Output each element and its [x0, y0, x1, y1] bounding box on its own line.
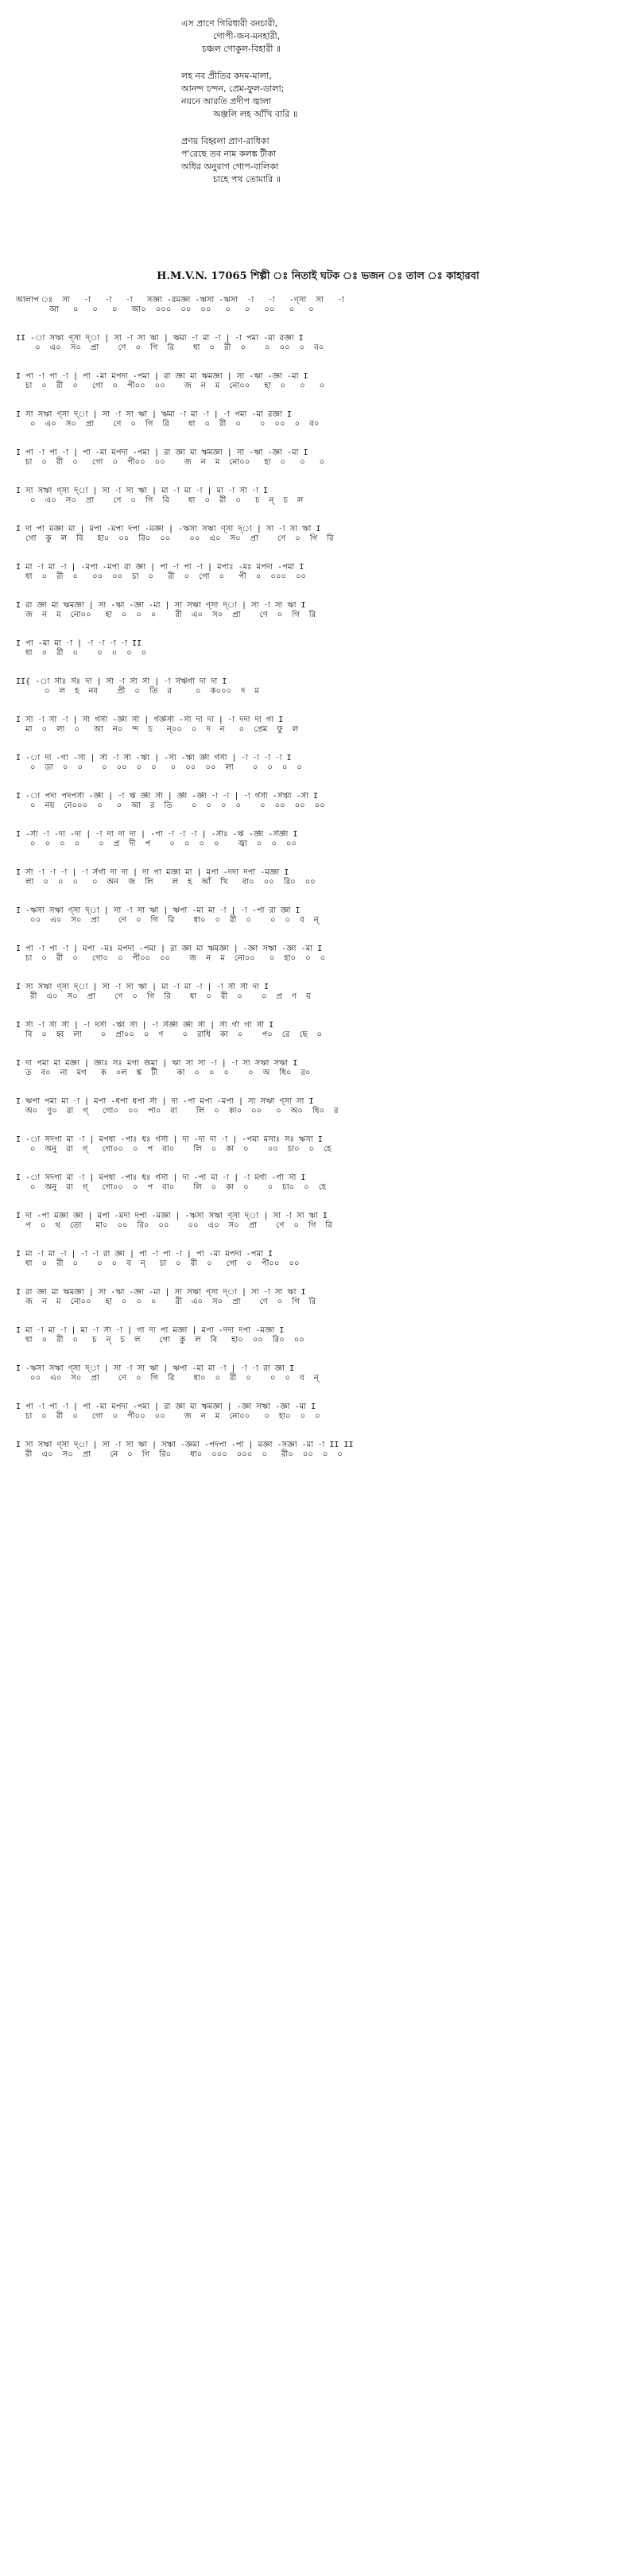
- lyric-line: চাহে পথ তোমারি ॥: [213, 174, 281, 184]
- notation-row: [16, 525, 620, 544]
- syllable-line: ০ এ০ স০ প্রা ণে ০ গি রি ধা ০ রী ০ চ ন্ চ ল: [16, 496, 304, 505]
- swara-line: I -া সদগা মা -া | মপধা -পাঃ ধঃ র্গর্সা | দা -দা দা -া | -পমা মসাঃ সঃ ঋসা I: [16, 1135, 323, 1144]
- swara-line: I র্সা -া র্সা -া | র্সা র্গর্সা -র্জ্ঞা র্সা | র্গর্জ্ঞর্সা -র্সা দা দা | -া দদা দা গা I: [16, 716, 284, 724]
- swara-line: I দা পমা মা মজ্ঞা | জ্ঞাঃ সঃ মগা জমা | ঋা সা সা -া | -া সা সঋা সঋা I: [16, 1059, 298, 1068]
- swara-line: I মা -া মা -া | -া -া রা জ্ঞা | পা -া পা -া | পা -মা মপদা -পমা I: [16, 1250, 273, 1259]
- syllable-line: জ ন ম নো০০ হা ০ ০ ০ রী এ০ স০ প্রা ণে ০ গি রি: [16, 1298, 316, 1306]
- syllable-line: অ০ ণু০ রা গ্ গো০ ০০ পা০ বা লি ০ কা০ ০০ ০ অ০ ধি০ র: [16, 1107, 339, 1115]
- song-lyrics: [181, 17, 531, 186]
- lyrics-stanza-2: [181, 70, 531, 121]
- swara-line: I -া সদগা মা -া | মপধা -পাঃ ধঃ র্গর্সা | দা -পা মা -া | -া মর্গা -র্গা র্সা I: [16, 1174, 306, 1182]
- notation-row: [16, 563, 620, 582]
- notation-row: [16, 868, 620, 887]
- syllable-line: ধা ০ রী ০ ০০ ০০ চা ০ রী ০ গো ০ পী ০ ০০০ ০০: [16, 572, 306, 581]
- notation-row: [16, 1288, 620, 1307]
- swara-line: I র্সা -া -া -া | -া র্সর্গা দা দা | দা পা মজ্ঞা মা | মপা -দদা দপা -মজ্ঞা I: [16, 868, 289, 877]
- lyrics-stanza-3: [181, 135, 531, 186]
- notation-row: [16, 410, 620, 429]
- syllable-line: ০ অনু রা গ্ গো০০ ০ প বা০ লি ০ কা ০ ০ চা০ ০ হে: [16, 1183, 327, 1192]
- syllable-line: ০ ল হ নব প্রী ০ তি র ০ ক০০০ দ ম: [16, 687, 259, 696]
- syllable-line: ০ এ০ স০ প্রা ণে ০ গি রি ধা ০ রী ০ ০ ০০ ০ ব০: [16, 343, 324, 352]
- notation-row: [16, 487, 620, 506]
- swara-line: II{ -া র্সাঃ র্সঃ দা | র্সা -া র্সা র্সা | -া র্সর্ঋর্গা দা দা I: [16, 677, 227, 686]
- notation-row: [16, 1174, 620, 1193]
- swara-line: I -া দা -গা -র্সা | র্সা -া র্সা -র্ঋা | -র্সা -র্ঋা র্জ্ঞা র্গর্সা | -া -া -া -া I: [16, 754, 292, 762]
- syllable-line: ০ এ০ স০ প্রা ণে ০ গি রি ধা ০ রী ০ ০ ০০ ০ ব০: [16, 420, 320, 429]
- notation-row: [16, 1212, 620, 1231]
- notation-row: [16, 1326, 620, 1345]
- syllable-line: ০০ এ০ স০ প্রা ণে ০ গি রি ধা০ ০ রী ০ ০ ০ ব ন্: [16, 1374, 319, 1383]
- syllable-line: ধা ০ রী ০ ০ ০ ব ন্ চা ০ রী ০ গো ০ পী০০ ০০: [16, 1259, 300, 1268]
- syllable-line: রী এ০ স০ প্রা নে ০ গি রি০ ধা০ ০০০ ০০০ ০ রী০ ০০ ০ ০: [16, 1450, 343, 1459]
- lyric-line: অধির অনুরাগ গোপ-বালিকা: [181, 161, 279, 172]
- swara-line: আলাপ ঃ সা -া -া -া সজ্ঞা -রমজ্ঞা -ঋসা -ঋসা -া -া -ণ্‌সা সা -া: [16, 296, 345, 305]
- syllable-line: ০ অনু রা গ্ গো০০ ০ প বা০ লি ০ কা ০ ০০ চা০ ০ হে: [16, 1145, 332, 1154]
- notation-row: [16, 1402, 620, 1422]
- notation-row: [16, 754, 620, 773]
- notation-row: [16, 830, 620, 849]
- swara-line: I সা সঋা ণ্‌সা দ্‌া | সা -া সা ঋা | সঋা -জ্ঞমা -পদপা -পা | মজ্ঞা -সজ্ঞা -মা -া II II: [16, 1441, 354, 1449]
- notation-row: [16, 372, 620, 391]
- swara-line: I পা -া পা -া | পা -মা মপদা -পমা | রা জ্ঞা মা ঋমজ্ঞা | সা -ঋা -জ্ঞা -মা I: [16, 448, 308, 457]
- syllable-line: প ০ থ তো মা০ ০০ রি০ ০০ ০০ এ০ স০ প্রা ণে ০ গি রি: [16, 1221, 332, 1230]
- swara-line: I দা পা মজ্ঞা মা | মপা -মপা দপা -মজ্ঞা | -ঋসা সঋা ণ্‌সা দ্‌া | সা -া সা ঋা I: [16, 525, 321, 533]
- syllable-line: ০০ এ০ স০ প্রা ণে ০ গি রি ধা০ ০ রী ০ ০ ০ ব ন্: [16, 916, 319, 925]
- syllable-line: জ ন ম নো০০ হা ০ ০ ০ রী এ০ স০ প্রা ণে ০ গি রি: [16, 611, 316, 619]
- syllable-line: ০ নয় নে০০০ ০ ০ আ র তি ০ ০ ০ ০ ০ ০০ ০০ ০০: [16, 801, 325, 810]
- notation-row: [16, 1097, 620, 1116]
- record-title: H.M.V.N. 17065 শিল্পী ঃ নিতাই ঘটক ঃ ভজন ঃ তাল ঃ কাহারবা: [157, 270, 479, 282]
- syllable-line: চা ০ রী ০ গো ০ পী০০ ০০ জ ন ম নো০০ হা ০ ০ ০: [16, 382, 325, 390]
- notation-row: [16, 716, 620, 735]
- syllable-line: রী এ০ স০ প্রা ণে ০ গি রি ধা ০ রী ০ ০ প্র ণ য়: [16, 992, 311, 1001]
- syllable-line: ০ ডা ০ ০ ০ ০০ ০ ০ ০ ০০ ০০ লা ০ ০ ০ ০: [16, 763, 302, 772]
- swara-line: I পা -মা মা -া | -া -া -া -া II: [16, 639, 142, 648]
- swara-line: I মা -া মা -া | -মপা -মপা রা জ্ঞা | পা -া পা -া | মপাঃ -মঃ মপদা -পমা I: [16, 563, 304, 572]
- swara-line: I সা সঋা ণ্‌সা দ্‌া | সা -া সা ঋা | মা -া মা -া | -া র্সা র্সা দা I: [16, 983, 270, 991]
- lyric-line: এস প্রাণে গিরিধারী বনচারী,: [181, 18, 278, 29]
- swaralipi-notation: [16, 296, 620, 1460]
- syllable-line: চা ০ রী ০ গো ০ পী০০ ০০ জ ন ম নো০০ হা ০ ০ ০: [16, 458, 325, 467]
- notation-row: [16, 639, 620, 658]
- notation-row: [16, 1364, 620, 1383]
- swara-line: I রা জ্ঞা মা ঋমজ্ঞা | সা -ঋা -জ্ঞা -মা | সা সঋা ণ্‌সা দ্‌া | সা -া সা ঋা I: [16, 1288, 306, 1297]
- notation-row: [16, 1250, 620, 1269]
- swara-line: I পা -া পা -া | পা -মা মপদা -পমা | রা জ্ঞা মা ঋমজ্ঞা | সা -ঋা -জ্ঞা -মা I: [16, 372, 308, 381]
- lyrics-stanza-1: [181, 17, 531, 56]
- syllable-line: চা ০ রী ০ গো ০ পী০০ ০০ জ ন ম নো০০ ০ হা০ ০ ০: [16, 1412, 320, 1421]
- syllable-line: গো কু ল বি হা০ ০০ রি০ ০০ ০০ এ০ স০ প্রা ণে ০ গি রি: [16, 534, 334, 543]
- swara-line: I রা জ্ঞা মা ঋমজ্ঞা | সা -ঋা -জ্ঞা -মা | সা সঋা ণ্‌সা দ্‌া | সা -া সা ঋা I: [16, 601, 306, 610]
- lyric-line: লহ নব প্রীতির কদম-মালা,: [181, 71, 272, 81]
- lyric-line: অঞ্জলি লহ আঁখি বারি ॥: [213, 109, 298, 119]
- syllable-line: মা ০ লা ০ আ ন০ ন্দ চ ন্০০ ০ দ ন ০ প্রেম ফু ল: [16, 725, 299, 734]
- notation-row: [16, 1021, 620, 1040]
- notation-row: [16, 601, 620, 620]
- notation-row: [16, 1441, 620, 1460]
- swara-line: I সা সঋা ণ্‌সা দ্‌া | সা -া সা ঋা | ঋমা -া মা -া | -া পমা -মা রজ্ঞা I: [16, 410, 292, 419]
- swara-line: I সা সঋা ণ্‌সা দ্‌া | সা -া সা ঋা | মা -া মা -া | মা -া র্সা -া I: [16, 487, 269, 495]
- notation-row: [16, 296, 620, 315]
- swara-line: I -ঋসা সঋা ণ্‌সা দ্‌া | সা -া সা ঋা | ঋপা -মা মা -া | -া -পা রা জ্ঞা I: [16, 906, 301, 915]
- notation-row: [16, 1059, 620, 1078]
- syllable-line: ০ ০ ০ ০ ০ প্র দী প ০ ০ ০ ০ জ্বা ০ ০ ০০: [16, 840, 297, 848]
- swara-line: I পা -া পা -া | পা -মা মপদা -পমা | রা জ্ঞা মা ঋমজ্ঞা | -জ্ঞা সঋা -জ্ঞা -মা I: [16, 1402, 316, 1411]
- notation-row: [16, 792, 620, 811]
- lyric-line: নয়নে আরতি প্রদীপ জ্বালা: [181, 96, 272, 107]
- notation-row: [16, 983, 620, 1002]
- lyric-line: গোপী-জন-মনহারী,: [213, 31, 281, 41]
- swara-line: I মা -া মা -া | মা -া র্সা -া | গা দা পা মজ্ঞা | মপা -দদা দপা -মজ্ঞা I: [16, 1326, 285, 1335]
- syllable-line: চা ০ রী ০ গো০ ০ পী০০ ০০ জ ন ম নো০০ ০ হা০ ০ ০: [16, 954, 326, 963]
- notation-row: [16, 334, 620, 353]
- swara-line: I -ঋসা সঋা ণ্‌সা দ্‌া | সা -া সা ঋা | ঋপা -মা মা -া | -া -া রা জ্ঞা I: [16, 1364, 295, 1373]
- syllable-line: ধা ০ রী ০ চ ন্ চ ল গো কু ল বি হা০ ০০ রি০ ০০: [16, 1336, 304, 1344]
- notation-row: [16, 906, 620, 925]
- swara-line: I র্সা -া র্সা র্সা | -া দর্সা -র্ঋা র্সা | -া র্সর্জ্ঞা র্জ্ঞা র্সা | র্সা র্গা গা র্সা I: [16, 1021, 274, 1030]
- swara-line: I দা -পা মজ্ঞা জ্ঞা | মপা -মদা দপা -মজ্ঞা | -ঋসা সঋা ণ্‌সা দ্‌া | সা -া সা ঋা I: [16, 1212, 328, 1220]
- lyric-line: চঞ্চল গোকুল-বিহারী ॥: [202, 44, 281, 54]
- swara-line: I -র্সা -া -দা -দা | -া দা দা দা | -পা -া -া -া | -র্সাঃ -র্ঋ -র্জ্ঞা -র্সর্জ্ঞা I: [16, 830, 298, 839]
- swara-line: I ঋপা পমা মা -া | মপা -ধপা ধপা র্সা | দা -পা মপা -মপা | সা সঋা ণ্‌সা সা I: [16, 1097, 314, 1106]
- syllable-line: ত ব০ না মগ ক ০ল ঙ্ক টী কা ০ ০ ০ ০ অ ধি০ র০: [16, 1069, 311, 1077]
- syllable-line: আ ০ ০ ০ আ০ ০০০ ০০ ০০ ০ ০ ০০ ০ ০: [16, 305, 314, 314]
- lyric-line: প'রেছে তব নাম কলঙ্ক টীকা: [181, 149, 277, 159]
- swara-line: I -া পদা পদপর্সা -র্জ্ঞা | -া র্ঋ র্জ্ঞা র্সা | র্জ্ঞা -র্জ্ঞা -া -া | -া র্গর্সা -র্সর্ঋা -র্সা I: [16, 792, 319, 801]
- syllable-line: বি ০ হ্ব লা ০ প্রা০০ ০ ণ ০ রাধি কা ০ প০ রে ছে ০: [16, 1030, 323, 1039]
- notation-row: [16, 677, 620, 696]
- notation-row: [16, 448, 620, 467]
- lyric-line: প্রণয় বিহ্বলা প্রাণ-রাধিকা: [181, 136, 270, 146]
- notation-row: [16, 1135, 620, 1154]
- notation-row: [16, 945, 620, 964]
- syllable-line: ধা ০ রী ০ ০ ০ ০ ০: [16, 649, 147, 658]
- lyric-line: আনন্দ চন্দন, প্রেম-ফুল-ডালা;: [181, 83, 285, 94]
- syllable-line: লা ০ ০ ০ ০ অন জ লি ল হ আঁ খি বা০ ০০ রি০ ০০: [16, 878, 316, 886]
- swara-line: I পা -া পা -া | মপা -মঃ মপদা -পমা | রা জ্ঞা মা ঋমজ্ঞা | -জ্ঞা সঋা -জ্ঞা -মা I: [16, 945, 323, 953]
- swara-line: II -া সঋা ণ্‌সা দ্‌া | সা -া সা ঋা | ঋমা -া মা -া | -া পমা -মা রজ্ঞা I: [16, 334, 304, 343]
